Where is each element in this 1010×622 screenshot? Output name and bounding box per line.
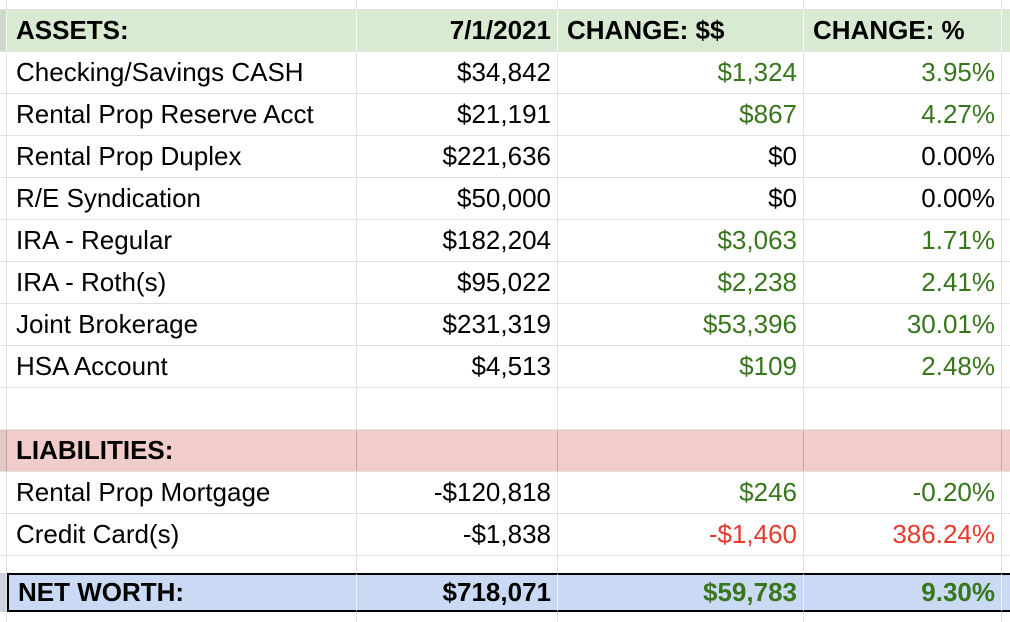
cut-column-sliver — [0, 430, 7, 471]
cell-empty[interactable] — [804, 388, 1002, 429]
cell-empty[interactable] — [558, 556, 804, 573]
cut-column-sliver — [1002, 262, 1010, 303]
cell-change-percent[interactable]: 0.00% — [804, 178, 1002, 219]
cut-column-sliver — [1002, 346, 1010, 387]
cut-column-sliver — [1002, 94, 1010, 135]
cell-change-percent[interactable]: 4.27% — [804, 94, 1002, 135]
net-worth-label-cell[interactable]: NET WORTH: — [7, 573, 357, 612]
net-worth-change-dollar-cell[interactable]: $59,783 — [558, 573, 804, 612]
cut-column-sliver — [0, 346, 7, 387]
cut-column-sliver — [1002, 220, 1010, 261]
cell-change-percent[interactable]: 1.71% — [804, 220, 1002, 261]
cell-value[interactable]: $95,022 — [357, 262, 558, 303]
cut-column-sliver — [0, 556, 7, 573]
cut-column-sliver — [0, 52, 7, 93]
cell-value[interactable]: $4,513 — [357, 346, 558, 387]
cut-column-sliver — [0, 514, 7, 555]
cell-empty[interactable] — [7, 388, 357, 429]
cell-empty[interactable] — [804, 556, 1002, 573]
date-header-cell[interactable]: 7/1/2021 — [357, 10, 558, 51]
net-worth-row — [0, 573, 1010, 612]
cell-label[interactable]: Rental Prop Mortgage — [7, 472, 357, 513]
cut-column-sliver — [0, 573, 7, 612]
cut-column-sliver — [0, 612, 7, 622]
cut-column-sliver — [0, 136, 7, 177]
cut-column-sliver — [0, 388, 7, 429]
cut-column-sliver — [1002, 304, 1010, 345]
cell-empty — [804, 0, 1002, 9]
cut-column-sliver — [0, 0, 7, 9]
cell-change-dollar[interactable]: $867 — [558, 94, 804, 135]
cell-change-dollar[interactable]: $0 — [558, 178, 804, 219]
cell-label[interactable]: R/E Syndication — [7, 178, 357, 219]
cut-column-sliver — [0, 94, 7, 135]
spacer-row — [0, 556, 1010, 573]
asset-row — [0, 346, 1010, 388]
cut-column-sliver — [0, 472, 7, 513]
cell-value[interactable]: $34,842 — [357, 52, 558, 93]
cell-change-dollar[interactable]: -$1,460 — [558, 514, 804, 555]
cell-change-percent[interactable]: 30.01% — [804, 304, 1002, 345]
cell-value[interactable]: $182,204 — [357, 220, 558, 261]
liabilities-header-row — [0, 430, 1010, 472]
assets-header-cell[interactable]: ASSETS: — [7, 10, 357, 51]
cell-empty — [7, 612, 357, 622]
cell-label[interactable]: Credit Card(s) — [7, 514, 357, 555]
cell-empty — [357, 0, 558, 9]
cell-change-dollar[interactable]: $0 — [558, 136, 804, 177]
cell-label[interactable]: IRA - Regular — [7, 220, 357, 261]
cut-column-sliver — [1002, 136, 1010, 177]
cut-column-sliver — [0, 178, 7, 219]
cell-label[interactable]: Rental Prop Reserve Acct — [7, 94, 357, 135]
spacer-row — [0, 388, 1010, 430]
cell-label[interactable]: IRA - Roth(s) — [7, 262, 357, 303]
cell-value[interactable]: $50,000 — [357, 178, 558, 219]
asset-row — [0, 52, 1010, 94]
asset-row — [0, 304, 1010, 346]
cut-column-sliver — [0, 10, 7, 51]
top-edge-row — [0, 0, 1010, 10]
cut-column-sliver — [1002, 556, 1010, 573]
cell-label[interactable]: Rental Prop Duplex — [7, 136, 357, 177]
cell-change-percent[interactable]: -0.20% — [804, 472, 1002, 513]
cell-label[interactable]: HSA Account — [7, 346, 357, 387]
change-dollar-header-cell[interactable]: CHANGE: $$ — [558, 10, 804, 51]
cell-empty — [804, 612, 1002, 622]
cut-column-sliver — [0, 304, 7, 345]
net-worth-value-cell[interactable]: $718,071 — [357, 573, 558, 612]
cut-column-sliver — [1002, 10, 1010, 51]
cell-empty — [558, 612, 804, 622]
cut-column-sliver — [1002, 0, 1010, 9]
assets-header-row — [0, 10, 1010, 52]
cell-change-percent[interactable]: 0.00% — [804, 136, 1002, 177]
cell-value[interactable]: $231,319 — [357, 304, 558, 345]
cell-value[interactable]: -$120,818 — [357, 472, 558, 513]
cell-change-percent[interactable]: 386.24% — [804, 514, 1002, 555]
cell-empty[interactable] — [804, 430, 1002, 471]
cut-column-sliver — [1002, 514, 1010, 555]
cut-column-sliver — [1002, 573, 1010, 612]
cut-column-sliver — [1002, 52, 1010, 93]
cut-column-sliver — [1002, 472, 1010, 513]
cell-empty — [558, 0, 804, 9]
asset-row — [0, 178, 1010, 220]
cut-column-sliver — [0, 220, 7, 261]
cell-empty[interactable] — [357, 388, 558, 429]
cut-column-sliver — [1002, 388, 1010, 429]
cell-empty[interactable] — [7, 556, 357, 573]
cell-empty[interactable] — [558, 388, 804, 429]
cell-empty[interactable] — [558, 430, 804, 471]
liability-row — [0, 472, 1010, 514]
asset-row — [0, 94, 1010, 136]
cell-label[interactable]: Joint Brokerage — [7, 304, 357, 345]
cell-empty — [357, 612, 558, 622]
cell-change-dollar[interactable]: $3,063 — [558, 220, 804, 261]
bottom-edge-row — [0, 612, 1010, 622]
cell-change-dollar[interactable]: $2,238 — [558, 262, 804, 303]
cut-column-sliver — [1002, 178, 1010, 219]
liabilities-header-cell[interactable]: LIABILITIES: — [7, 430, 357, 471]
cell-change-dollar[interactable]: $109 — [558, 346, 804, 387]
cell-empty[interactable] — [357, 556, 558, 573]
cell-change-percent[interactable]: 2.41% — [804, 262, 1002, 303]
asset-row — [0, 262, 1010, 304]
asset-row — [0, 136, 1010, 178]
cut-column-sliver — [1002, 612, 1010, 622]
asset-row — [0, 220, 1010, 262]
cell-empty — [7, 0, 357, 9]
cell-change-percent[interactable]: 2.48% — [804, 346, 1002, 387]
cell-change-dollar[interactable]: $246 — [558, 472, 804, 513]
cell-value[interactable]: $221,636 — [357, 136, 558, 177]
cell-empty[interactable] — [357, 430, 558, 471]
cut-column-sliver — [1002, 430, 1010, 471]
cell-change-dollar[interactable]: $1,324 — [558, 52, 804, 93]
cut-column-sliver — [0, 262, 7, 303]
change-percent-header-cell[interactable]: CHANGE: % — [804, 10, 1002, 51]
cell-label[interactable]: Checking/Savings CASH — [7, 52, 357, 93]
net-worth-change-percent-cell[interactable]: 9.30% — [804, 573, 1002, 612]
cell-value[interactable]: $21,191 — [357, 94, 558, 135]
cell-value[interactable]: -$1,838 — [357, 514, 558, 555]
cell-change-dollar[interactable]: $53,396 — [558, 304, 804, 345]
cell-change-percent[interactable]: 3.95% — [804, 52, 1002, 93]
liability-row — [0, 514, 1010, 556]
